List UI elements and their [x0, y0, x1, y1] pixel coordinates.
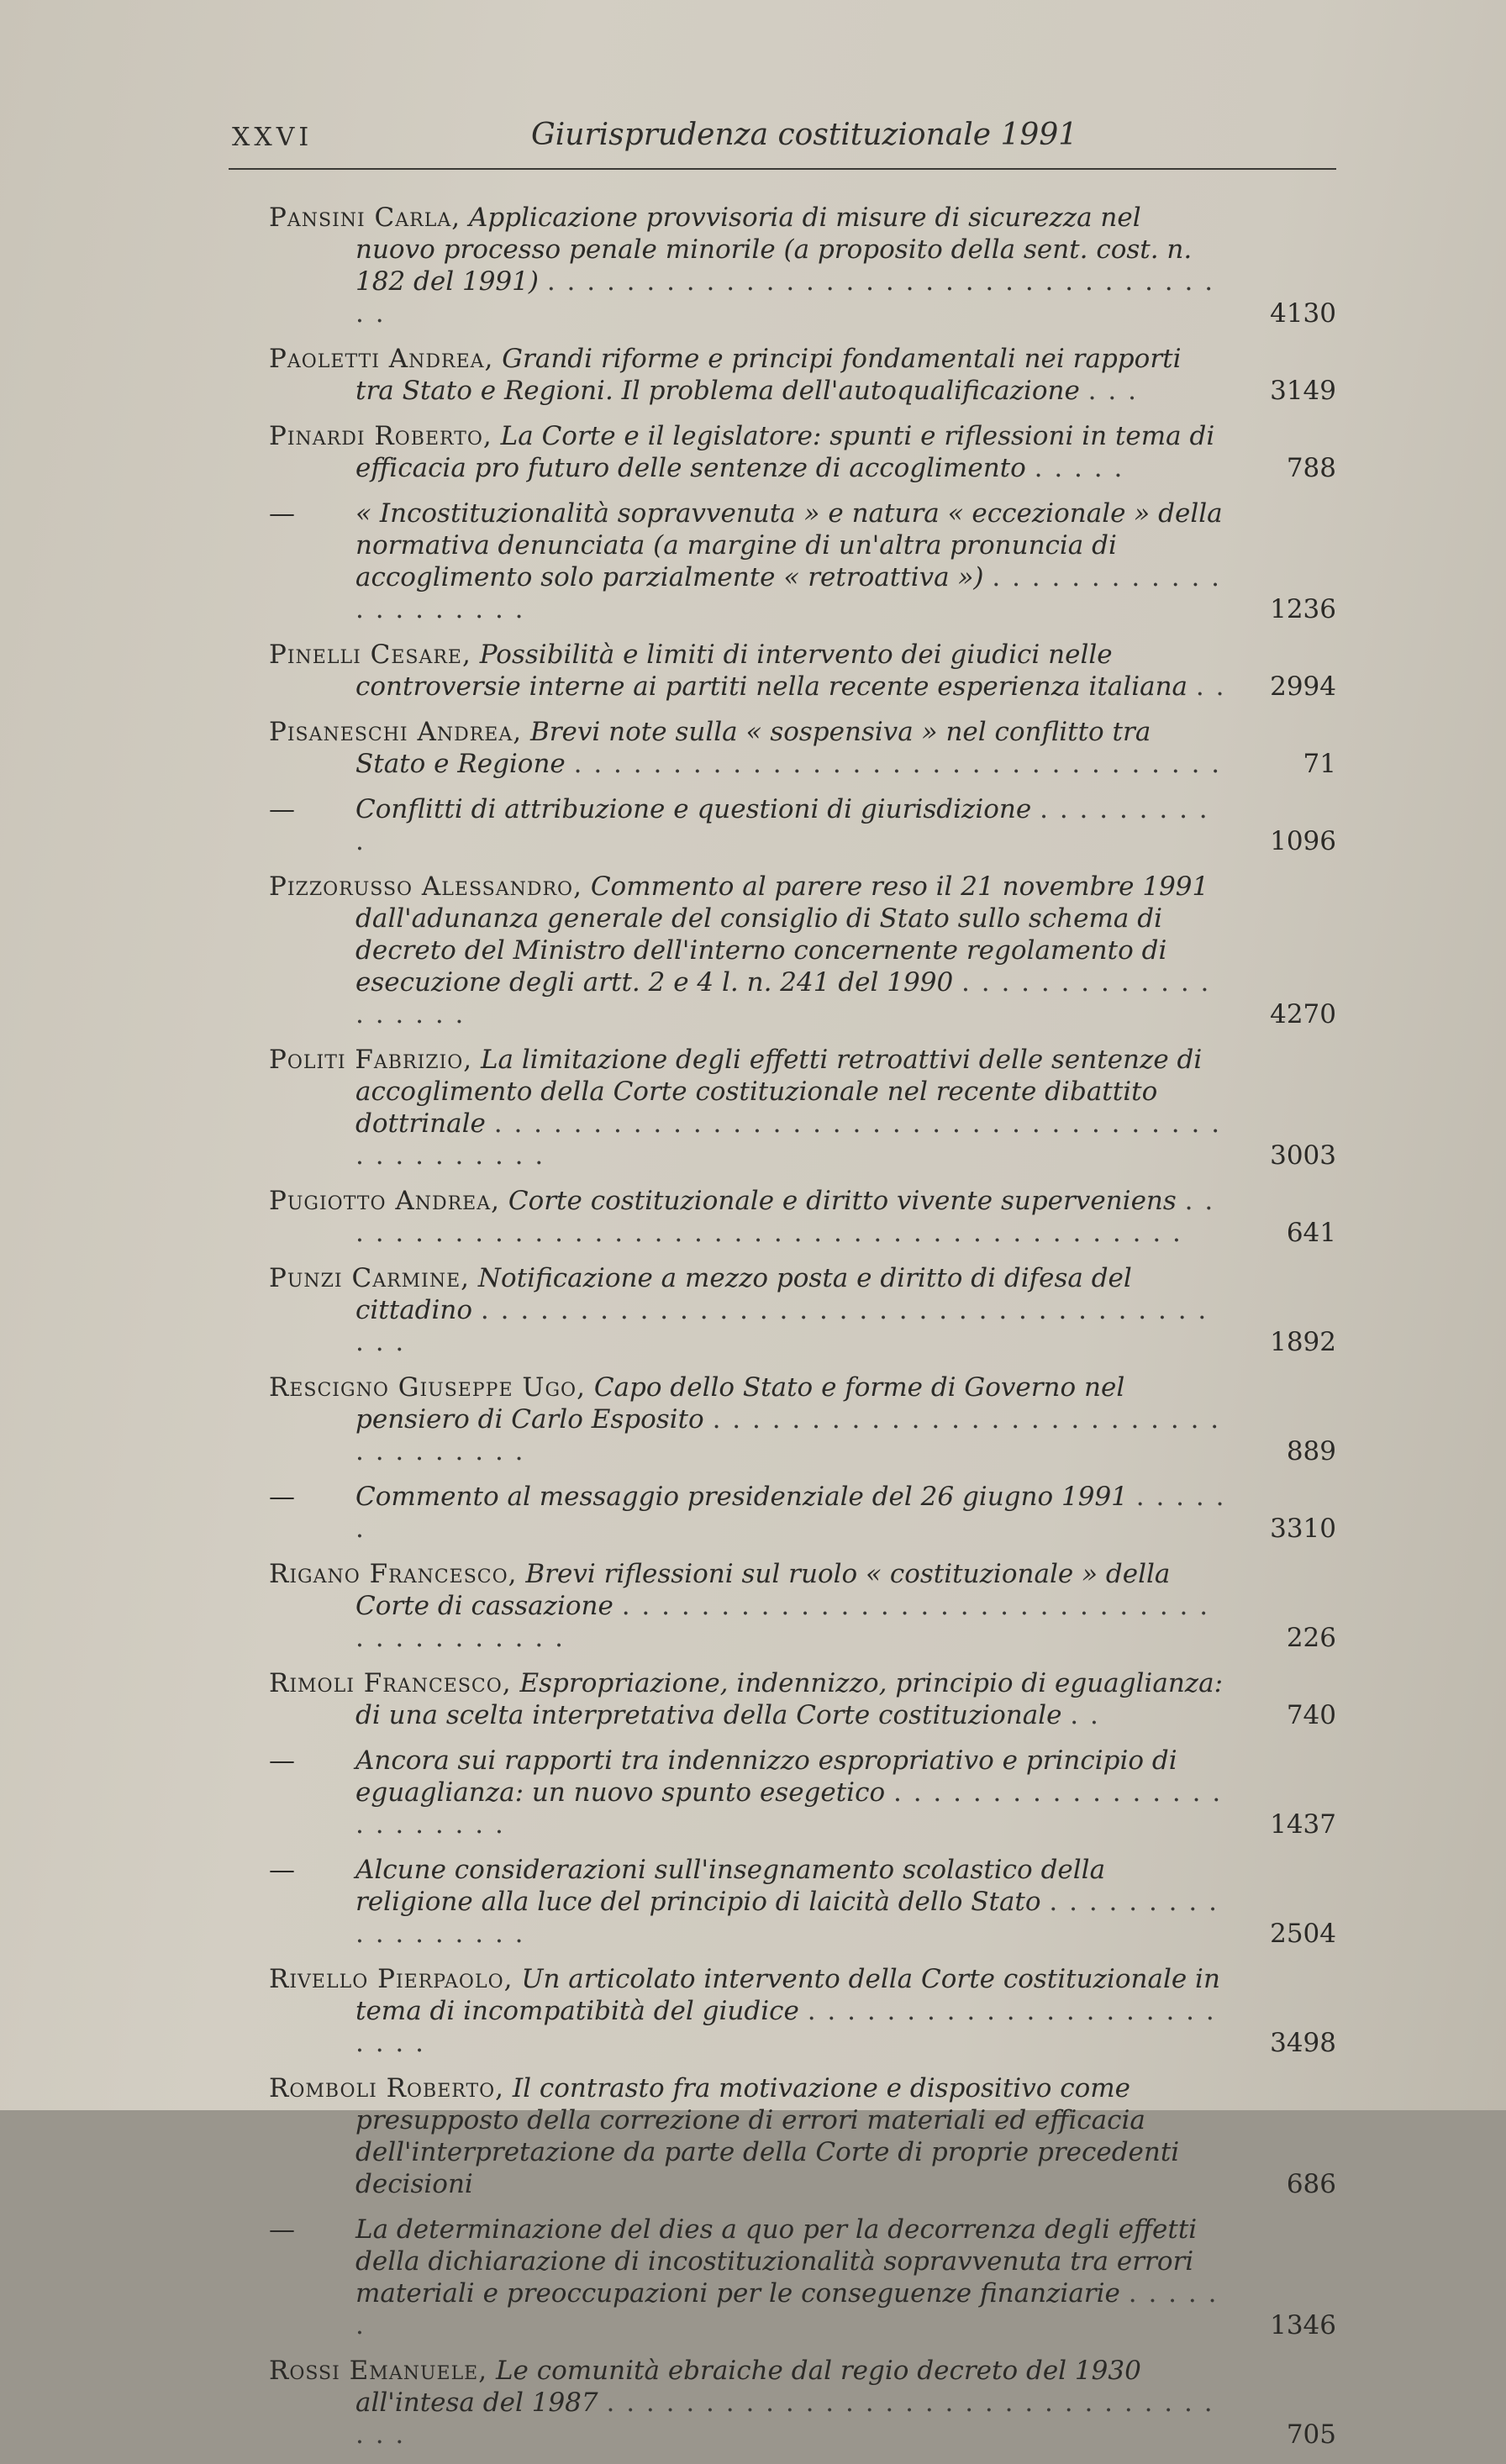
entry-title: Conflitti di attribuzione e questioni di giurisdizione — [355, 794, 1032, 824]
entry-author: — — [269, 2214, 295, 2245]
entry-author: Pugiotto Andrea, — [269, 1186, 500, 1216]
entry-title: Un articolato intervento della Corte costituzionale in tema di incompatibità del giudice — [355, 1964, 1220, 2026]
entry-page: 641 — [1286, 1218, 1336, 1248]
entry-page: 2504 — [1270, 1919, 1336, 1949]
entry-page: 3498 — [1270, 2028, 1336, 2058]
index-entry: — Conflitti di attribuzione e questioni di giurisdizione . . . . . . . . . . 1096 — [269, 794, 1336, 856]
entry-page: 4270 — [1270, 999, 1336, 1029]
index-entry: — Commento al messaggio presidenziale del 26 giugno 1991 . . . . . . 3310 — [269, 1482, 1336, 1544]
entry-author: — — [269, 1855, 295, 1885]
entry-page: 1346 — [1270, 2310, 1336, 2340]
entry-page: 2994 — [1270, 671, 1336, 702]
entry-title: Alcune considerazioni sull'insegnamento scolastico della religione alla luce del principio di laicità dello Stato — [355, 1855, 1106, 1917]
running-head — [229, 118, 1336, 170]
page-number: XXVI — [232, 123, 313, 152]
entry-title: La Corte e il legislatore: spunti e riflessioni in tema di efficacia pro futuro delle sentenze di accoglimento — [355, 421, 1215, 483]
entry-page: 3149 — [1270, 376, 1336, 406]
entry-author: — — [269, 498, 295, 529]
index-entry: Punzi Carmine, Notificazione a mezzo posta e diritto di difesa del cittadino . . . . . . . . . . . . . . . . . . . . . . . . . . . . . . . . . . . . . . . . 1892 — [269, 1263, 1336, 1357]
index-entry: Pizzorusso Alessandro, Commento al parere reso il 21 novembre 1991 dall'adunanza generale del consiglio di Stato sullo schema di decreto del Ministro dell'interno concernente regolamento di esecuzione degli artt. 2 e 4 l. n. 241 del 1990 . . . . . . . . . . . . . . . . . . . 4270 — [269, 871, 1336, 1029]
entry-author: — — [269, 1745, 295, 1776]
index-entry: Rossi Emanuele, Le comunità ebraiche dal regio decreto del 1930 all'intesa del 1987 . . . . . . . . . . . . . . . . . . . . . . . . . . . . . . . . . . 705 — [269, 2356, 1336, 2450]
entry-title: Il contrasto fra motivazione e dispositivo come presupposto della correzione di errori materiali ed efficacia dell'interpretazione da parte della Corte di proprie precedenti decisioni — [355, 2073, 1180, 2199]
entry-title: Corte costituzionale e diritto vivente superveniens — [508, 1186, 1177, 1216]
entry-page: 71 — [1303, 749, 1336, 779]
index-entry: Pansini Carla, Applicazione provvisoria di misure di sicurezza nel nuovo processo penale minorile (a proposito della sent. cost. n. 182 del 1991) . . . . . . . . . . . . . . . . . . . . . . . . . . . . . . . . . . . . 4130 — [269, 203, 1336, 329]
entry-title: Applicazione provvisoria di misure di sicurezza nel nuovo processo penale minorile (a proposito della sent. cost. n. 182 del 1991) — [355, 203, 1193, 297]
index-entry: Pugiotto Andrea, Corte costituzionale e diritto vivente superveniens . . . . . . . . . . . . . . . . . . . . . . . . . . . . . . . . . . . . . . . . . . . . 641 — [269, 1186, 1336, 1248]
index-entry: Pisaneschi Andrea, Brevi note sulla « sospensiva » nel conflitto tra Stato e Regione . . . . . . . . . . . . . . . . . . . . . . . . . . . . . . . . . 71 — [269, 717, 1336, 779]
entry-title: Brevi riflessioni sul ruolo « costituzionale » della Corte di cassazione — [355, 1559, 1171, 1621]
index-entry: Politi Fabrizio, La limitazione degli effetti retroattivi delle sentenze di accoglimento della Corte costituzionale nel recente dibattito dottrinale . . . . . . . . . . . . . . . . . . . . . . . . . . . . . . . . . . . . . . . . . . . . . . . 3003 — [269, 1045, 1336, 1171]
entry-page: 740 — [1286, 1700, 1336, 1730]
entry-title: Brevi note sulla « sospensiva » nel conflitto tra Stato e Regione — [355, 717, 1151, 779]
entry-page: 889 — [1286, 1436, 1336, 1466]
index-entry: — Alcune considerazioni sull'insegnamento scolastico della religione alla luce del principio di laicità dello Stato . . . . . . . . . . . . . . . . . . 2504 — [269, 1855, 1336, 1949]
index-entry: Pinardi Roberto, La Corte e il legislatore: spunti e riflessioni in tema di efficacia pro futuro delle sentenze di accoglimento . . . . . 788 — [269, 421, 1336, 483]
index-entry: Rescigno Giuseppe Ugo, Capo dello Stato e forme di Governo nel pensiero di Carlo Esposito . . . . . . . . . . . . . . . . . . . . . . . . . . . . . . . . . . . 889 — [269, 1372, 1336, 1466]
entry-page: 3003 — [1270, 1140, 1336, 1171]
entry-author: — — [269, 794, 295, 824]
entry-title: Le comunità ebraiche dal regio decreto del 1930 all'intesa del 1987 — [355, 2356, 1141, 2418]
entry-page: 788 — [1286, 453, 1336, 483]
index-entry: — Ancora sui rapporti tra indennizzo espropriativo e principio di eguaglianza: un nuovo spunto esegetico . . . . . . . . . . . . . . . . . . . . . . . . . 1437 — [269, 1745, 1336, 1840]
entry-author: Pinardi Roberto, — [269, 421, 492, 451]
entry-author: — — [269, 1482, 295, 1512]
entry-author: Paoletti Andrea, — [269, 344, 494, 374]
index-entry: Rivello Pierpaolo, Un articolato intervento della Corte costituzionale in tema di incompatibità del giudice . . . . . . . . . . . . . . . . . . . . . . . . . 3498 — [269, 1964, 1336, 2058]
entry-title: Possibilità e limiti di intervento dei giudici nelle controversie interne ai partiti nella recente esperienza italiana — [355, 640, 1188, 702]
index-entry — [269, 2072, 1336, 2200]
entry-title: Notificazione a mezzo posta e diritto di difesa del cittadino — [355, 1263, 1132, 1325]
entry-author: Rigano Francesco, — [269, 1559, 518, 1589]
journal-title: Giurisprudenza costituzionale 1991 — [531, 118, 1078, 152]
entry-title: Capo dello Stato e forme di Governo nel pensiero di Carlo Esposito — [355, 1372, 1125, 1435]
entry-title: La determinazione del dies a quo per la decorrenza degli effetti della dichiarazione di incostituzionalità sopravvenuta tra errori materiali e preoccupazioni per le conseguenze finanziarie — [355, 2214, 1198, 2309]
entry-page: 3310 — [1270, 1514, 1336, 1544]
entry-title: Commento al parere reso il 21 novembre 1991 dall'adunanza generale del consiglio di Stato sullo schema di decreto del Ministro dell'interno concernente regolamento di esecuzione degli artt. 2 e 4 l. n. 241 del 1990 — [355, 871, 1209, 998]
entry-author: Pinelli Cesare, — [269, 640, 471, 670]
entry-author: Pizzorusso Alessandro, — [269, 871, 582, 902]
entry-author: Rivello Pierpaolo, — [269, 1964, 513, 1994]
index-entry: — « Incostituzionalità sopravvenuta » e natura « eccezionale » della normativa denunciata (a margine di un'altra pronuncia di accoglimento solo parzialmente « retroattiva ») . . . . . . . . . . . . . . . . . . . . . 1236 — [269, 498, 1336, 624]
entry-page: 226 — [1286, 1623, 1336, 1653]
index-entry: Paoletti Andrea, Grandi riforme e principi fondamentali nei rapporti tra Stato e Regioni. Il problema dell'autoqualificazione . . . 3149 — [269, 344, 1336, 406]
entry-author: Rimoli Francesco, — [269, 1668, 512, 1698]
entry-page: 1437 — [1270, 1809, 1336, 1840]
index-entry: Rigano Francesco, Brevi riflessioni sul ruolo « costituzionale » della Corte di cassazione . . . . . . . . . . . . . . . . . . . . . . . . . . . . . . . . . . . . . . . . . 226 — [269, 1559, 1336, 1653]
entry-title: La limitazione degli effetti retroattivi delle sentenze di accoglimento della Corte costituzionale nel recente dibattito dottrinale — [355, 1045, 1203, 1139]
entry-page: 4130 — [1270, 298, 1336, 329]
index-entries — [269, 202, 1336, 2464]
entry-title: Grandi riforme e principi fondamentali nei rapporti tra Stato e Regioni. Il problema dell'autoqualificazione — [355, 344, 1182, 406]
entry-page: 686 — [1286, 2169, 1336, 2199]
entry-author: Rossi Emanuele, — [269, 2356, 488, 2386]
entry-author: Pansini Carla, — [269, 203, 461, 233]
index-entry: — La determinazione del dies a quo per la decorrenza degli effetti della dichiarazione di incostituzionalità sopravvenuta tra errori materiali e preoccupazioni per le conseguenze finanziarie . . . . . . 1346 — [269, 2214, 1336, 2340]
entry-page: 705 — [1286, 2419, 1336, 2450]
entry-author: Rescigno Giuseppe Ugo, — [269, 1372, 586, 1403]
entry-title: Ancora sui rapporti tra indennizzo espropriativo e principio di eguaglianza: un nuovo spunto esegetico — [355, 1745, 1177, 1808]
entry-page: 1096 — [1270, 826, 1336, 856]
entry-author: Politi Fabrizio, — [269, 1045, 473, 1075]
index-entry: Pinelli Cesare, Possibilità e limiti di intervento dei giudici nelle controversie interne ai partiti nella recente esperienza italiana . . 2994 — [269, 640, 1336, 702]
entry-author: Pisaneschi Andrea, — [269, 717, 523, 747]
entry-title: « Incostituzionalità sopravvenuta » e natura « eccezionale » della normativa denunciata (a margine di un'altra pronuncia di accoglimento solo parzialmente « retroattiva ») — [355, 498, 1223, 592]
entry-title: Espropriazione, indennizzo, principio di eguaglianza: di una scelta interpretativa della Corte costituzionale — [355, 1668, 1224, 1730]
entry-page: 1236 — [1270, 594, 1336, 624]
entry-title: Commento al messaggio presidenziale del 26 giugno 1991 — [355, 1482, 1128, 1512]
entry-author: Punzi Carmine, — [269, 1263, 471, 1293]
entry-author: Romboli Roberto, — [269, 2073, 505, 2103]
index-entry: Rimoli Francesco, Espropriazione, indennizzo, principio di eguaglianza: di una scelta interpretativa della Corte costituzionale . . 740 — [269, 1668, 1336, 1730]
entry-page: 1892 — [1270, 1327, 1336, 1357]
